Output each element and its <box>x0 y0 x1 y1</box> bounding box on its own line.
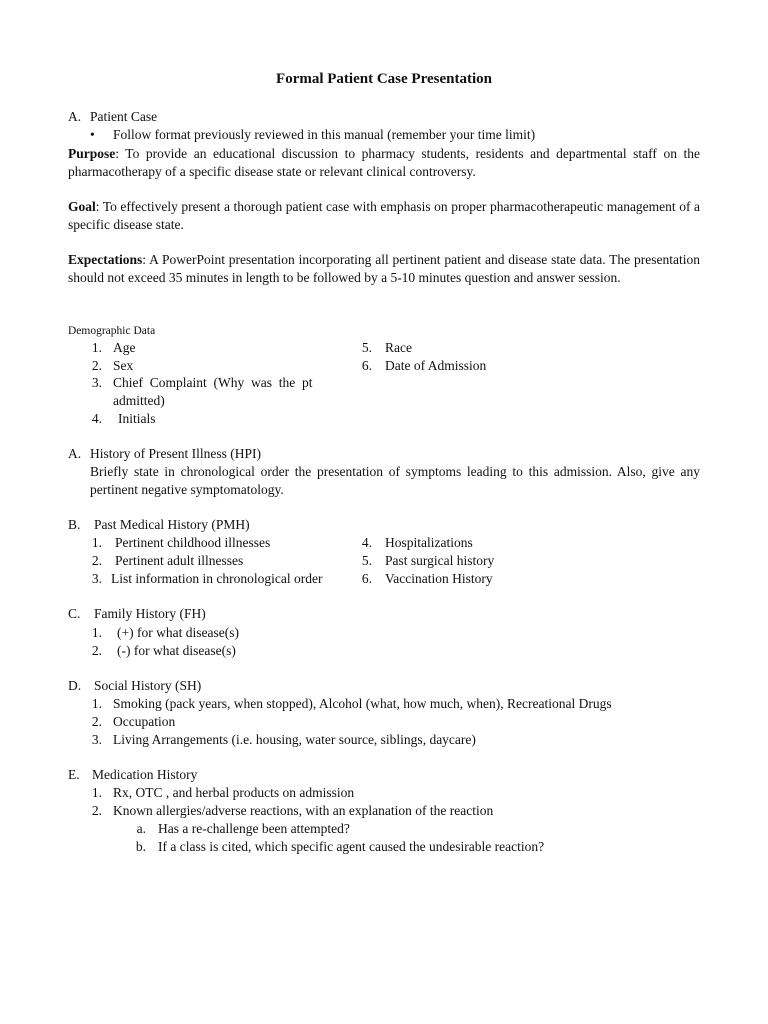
pmh-letter: B. <box>68 517 81 532</box>
hpi-heading: History of Present Illness (HPI) <box>90 446 261 461</box>
goal-label: Goal <box>68 199 96 214</box>
list-number: 2. <box>91 358 102 373</box>
list-item: Pertinent adult illnesses <box>115 553 244 568</box>
list-number: 1. <box>91 785 102 800</box>
list-item: Date of Admission <box>385 358 487 373</box>
patient-case-bullet: Follow format previously reviewed in this manual (remember your time limit) <box>113 127 536 142</box>
list-item: Pertinent childhood illnesses <box>115 535 271 550</box>
sublist-letter: b. <box>135 839 146 854</box>
purpose-paragraph <box>68 145 700 181</box>
list-item: Sex <box>113 358 134 373</box>
list-item: Past surgical history <box>385 553 495 568</box>
list-number: 1. <box>91 340 102 355</box>
list-number: 5. <box>361 553 372 568</box>
goal-paragraph <box>68 198 700 234</box>
hpi-letter: A. <box>68 446 82 461</box>
expectations-paragraph <box>68 251 700 287</box>
pmh-heading: Past Medical History (PMH) <box>94 517 250 532</box>
list-number: 3. <box>91 375 102 390</box>
sublist-item: Has a re-challenge been attempted? <box>158 821 350 836</box>
sh-heading: Social History (SH) <box>94 678 202 693</box>
purpose-label: Purpose <box>68 146 116 161</box>
sublist-item: If a class is cited, which specific agent caused the undesirable reaction? <box>158 839 545 854</box>
fh-letter: C. <box>68 606 81 621</box>
sublist-letter: a. <box>136 821 146 836</box>
list-number: 4. <box>361 535 372 550</box>
list-number: 2. <box>91 553 102 568</box>
list-item: Known allergies/adverse reactions, with an explanation of the reaction <box>113 803 494 818</box>
list-item: Hospitalizations <box>385 535 473 550</box>
list-item: Occupation <box>113 714 176 729</box>
bullet-icon: • <box>90 127 95 142</box>
list-item: Age <box>113 340 136 355</box>
list-item: Race <box>385 340 412 355</box>
list-number: 5. <box>361 340 372 355</box>
hpi-text: Briefly state in chronological order the presentation of symptoms leading to this admission. Also, give any pertinent negative symptomatology. <box>90 464 700 497</box>
list-item: (-) for what disease(s) <box>117 643 236 658</box>
list-number: 6. <box>361 358 372 373</box>
list-item-continued: admitted) <box>113 393 165 408</box>
list-item: List information in chronological order <box>111 571 323 586</box>
page-title: Formal Patient Case Presentation <box>276 71 492 87</box>
list-number: 1. <box>91 625 102 640</box>
list-item: Living Arrangements (i.e. housing, water source, siblings, daycare) <box>113 732 476 747</box>
goal-text: : To effectively present a thorough patient case with emphasis on proper pharmacotherapeutic management of a specific disease state. <box>68 199 700 232</box>
list-item: Initials <box>118 411 156 426</box>
list-number: 1. <box>91 535 102 550</box>
mh-heading: Medication History <box>92 767 198 782</box>
list-number: 3. <box>91 732 102 747</box>
list-number: 4. <box>91 411 102 426</box>
patient-case-heading: Patient Case <box>90 109 158 124</box>
list-item: Rx, OTC , and herbal products on admission <box>113 785 355 800</box>
demographic-heading: Demographic Data <box>68 325 156 337</box>
patient-case-letter: A. <box>68 109 82 124</box>
expectations-text: : A PowerPoint presentation incorporating all pertinent patient and disease state data. The presentation should not exceed 35 minutes in length to be followed by a 5-10 minutes question and answer session. <box>68 252 700 285</box>
list-item: Smoking (pack years, when stopped), Alcohol (what, how much, when), Recreational Drugs <box>113 696 612 711</box>
list-number: 2. <box>91 803 102 818</box>
list-number: 2. <box>91 643 102 658</box>
list-number: 1. <box>91 696 102 711</box>
fh-heading: Family History (FH) <box>94 606 206 621</box>
expectations-label: Expectations <box>68 252 143 267</box>
mh-letter: E. <box>68 767 80 782</box>
list-item: Chief Complaint (Why was the pt <box>113 375 313 390</box>
list-item: (+) for what disease(s) <box>117 625 239 640</box>
list-item: Vaccination History <box>385 571 493 586</box>
list-number: 3. <box>91 571 102 586</box>
list-number: 2. <box>91 714 102 729</box>
purpose-text: : To provide an educational discussion to pharmacy students, residents and departmental staff on the pharmacotherapy of a specific disease state or relevant clinical controversy. <box>68 146 700 179</box>
sh-letter: D. <box>68 678 82 693</box>
list-number: 6. <box>361 571 372 586</box>
